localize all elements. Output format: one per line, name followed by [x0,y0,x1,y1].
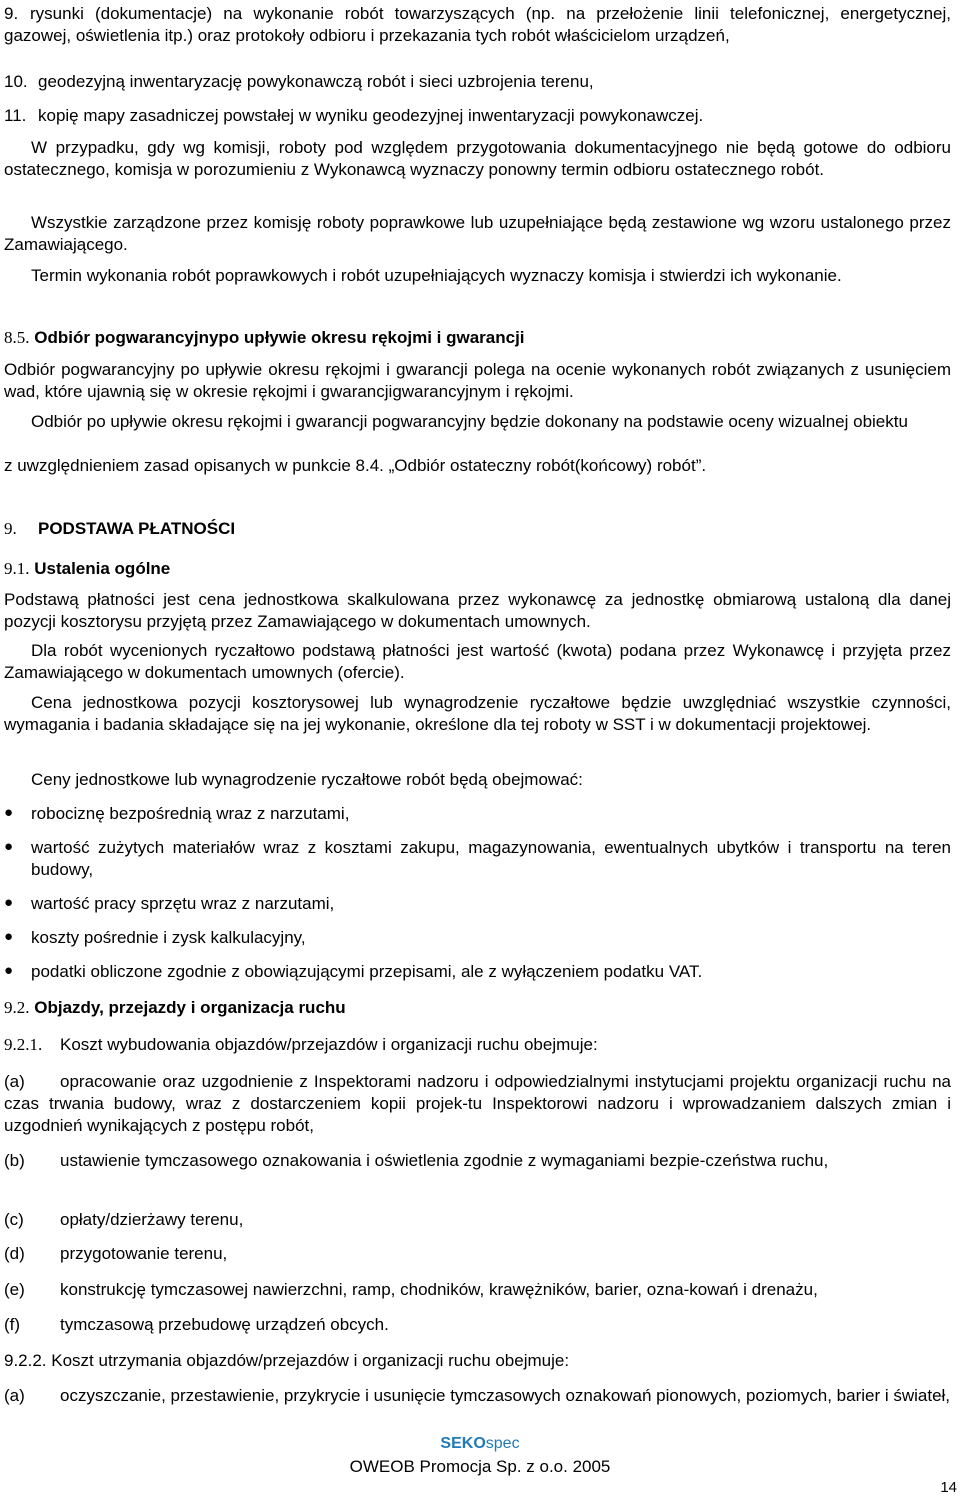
list-item-a [4,1071,951,1137]
item-label: (d) [4,1244,25,1263]
section-title: Ustalenia ogólne [34,559,171,578]
paragraph-1: W przypadku, gdy wg komisji, roboty pod względem przygotowania dokumentacyjnego nie będą gotowe do odbioru ostatecznego, komisja w porozumieniu z Wykonawcą wyznaczy ponowny termin odbioru ostatecznego robót. [4,138,951,179]
paragraph-9: Ceny jednostkowe lub wynagrodzenie ryczałtowe robót będą obejmować: [31,770,583,789]
bullet-icon: ● [4,962,14,979]
list-item-c [4,1209,951,1231]
list-item-f [4,1314,951,1336]
paragraph-5a: Odbiór po upływie okresu rękojmi i gwarancji pogwarancyjny będzie dokonany na podstawie oceny wizualnej obiektu [31,412,908,431]
section-title: Objazdy, przejazdy i organizacja ruchu [34,998,346,1017]
bullet-item: koszty pośrednie i zysk kalkulacyjny, [31,928,306,947]
bullet-icon: ● [4,838,14,855]
paragraph-6: Podstawą płatności jest cena jednostkowa skalkulowana przez wykonawcę za jednostkę obmiarową ustaloną dla danej pozycji kosztorysu przyjętą przez Zamawiającego w dokumentach umownych. [4,590,951,631]
section-number: 9. [4,519,17,538]
page-number: 14 [940,1479,957,1496]
list-item-a-922 [4,1385,951,1407]
list-item-11 [4,105,951,127]
list-item-b [4,1150,951,1172]
list-number: 10. [4,72,28,91]
footer-logo [0,1435,960,1453]
item-text: opłaty/dzierżawy terenu, [60,1210,244,1229]
section-title: PODSTAWA PŁATNOŚCI [38,519,236,538]
list-text: rysunki (dokumentacje) na wykonanie robót towarzyszących (np. na przełożenie linii telefonicznej, energetycznej, gazowej, oświetlenia itp.) oraz protokoły odbioru i przekazania tych robót właścicielom urządzeń, [4,4,951,45]
logo-bold-text: SEKO [440,1435,486,1452]
item-text: konstrukcję tymczasowej nawierzchni, ramp, chodników, krawężników, barier, ozna-kowań i drenażu, [60,1280,818,1299]
section-heading-9-1 [4,558,951,580]
paragraph-5b: z uwzględnieniem zasad opisanych w punkcie 8.4. „Odbiór ostateczny robót(końcowy) robót”. [4,456,707,475]
paragraph-2: Wszystkie zarządzone przez komisję roboty poprawkowe lub uzupełniające będą zestawione wg wzoru ustalonego przez Zamawiającego. [4,213,951,254]
section-heading-8-5 [4,327,951,349]
bullet-item: robociznę bezpośrednią wraz z narzutami, [31,804,350,823]
item-label: (a) [4,1386,25,1405]
footer-organization: OWEOB Promocja Sp. z o.o. 2005 [349,1457,611,1476]
section-number: 9.2. [4,998,30,1017]
list-item-10 [4,71,951,93]
section-number: 9.2.1. [4,1035,43,1054]
paragraph-7: Dla robót wycenionych ryczałtowo podstawą płatności jest wartość (kwota) podana przez Wykonawcę i przyjęta przez Zamawiającego w dokumentach umownych (ofercie). [4,641,951,682]
section-heading-9 [4,518,951,540]
item-label: (a) [4,1072,25,1091]
bullet-item: podatki obliczone zgodnie z obowiązującymi przepisami, ale z wyłączeniem podatku VAT. [31,962,703,981]
list-text: geodezyjną inwentaryzację powykonawczą robót i sieci uzbrojenia terenu, [38,72,594,91]
bullet-item: wartość zużytych materiałów wraz z kosztami zakupu, magazynowania, ewentualnych ubytków i transportu na teren budowy, [31,838,951,879]
list-item-9 [4,3,951,47]
item-label: (c) [4,1210,24,1229]
item-text: przygotowanie terenu, [60,1244,228,1263]
bullet-icon: ● [4,804,14,821]
paragraph-8: Cena jednostkowa pozycji kosztorysowej lub wynagrodzenie ryczałtowe będzie uwzględniać wszystkie czynności, wymagania i badania składające się na jej wykonanie, określone dla tej roboty w SST i w dokumentacji projektowej. [4,693,951,734]
section-number: 8.5. [4,328,30,347]
list-number: 11. [4,106,27,125]
item-label: (f) [4,1315,21,1334]
section-title: Koszt wybudowania objazdów/przejazdów i organizacji ruchu obejmuje: [60,1035,598,1054]
bullet-item: wartość pracy sprzętu wraz z narzutami, [31,894,335,913]
list-item-e [4,1279,951,1301]
item-label: (e) [4,1280,25,1299]
item-text: ustawienie tymczasowego oznakowania i oświetlenia zgodnie z wymaganiami bezpie-czeństwa ruchu, [60,1151,829,1170]
section-heading-9-2 [4,997,951,1019]
section-heading-9-2-2: 9.2.2. Koszt utrzymania objazdów/przejazdów i organizacji ruchu obejmuje: [4,1351,570,1370]
paragraph-4: Odbiór pogwarancyjny po upływie okresu rękojmi i gwarancji polega na ocenie wykonanych robót związanych z usunięciem wad, które ujawnią się w okresie rękojmi i gwarancjigwarancyjnym i rękojmi. [4,360,951,401]
item-text: tymczasową przebudowę urządzeń obcych. [60,1315,389,1334]
section-title: Odbiór pogwarancyjnypo upływie okresu rękojmi i gwarancji [34,328,525,347]
section-number: 9.1. [4,559,30,578]
section-heading-9-2-1 [4,1034,951,1056]
bullet-icon: ● [4,894,14,911]
list-item-d [4,1243,951,1265]
item-text: opracowanie oraz uzgodnienie z Inspektorami nadzoru i odpowiedzialnymi instytucjami projektu organizacji ruchu na czas trwania budowy, wraz z dostarczeniem kopii projek-tu Inspektorowi nadzoru i wprowadzaniem dalszych zmian i uzgodnień wynikających z postępu robót, [4,1072,951,1135]
paragraph-3: Termin wykonania robót poprawkowych i robót uzupełniających wyznaczy komisja i stwierdzi ich wykonanie. [31,266,842,285]
item-label: (b) [4,1151,25,1170]
item-text: oczyszczanie, przestawienie, przykrycie i usunięcie tymczasowych oznakowań pionowych, poziomych, barier i świateł, [60,1386,951,1405]
list-text: kopię mapy zasadniczej powstałej w wyniku geodezyjnej inwentaryzacji powykonawczej. [38,106,704,125]
bullet-icon: ● [4,928,14,945]
list-number: 9. [4,4,19,23]
logo-light-text: spec [485,1435,520,1452]
